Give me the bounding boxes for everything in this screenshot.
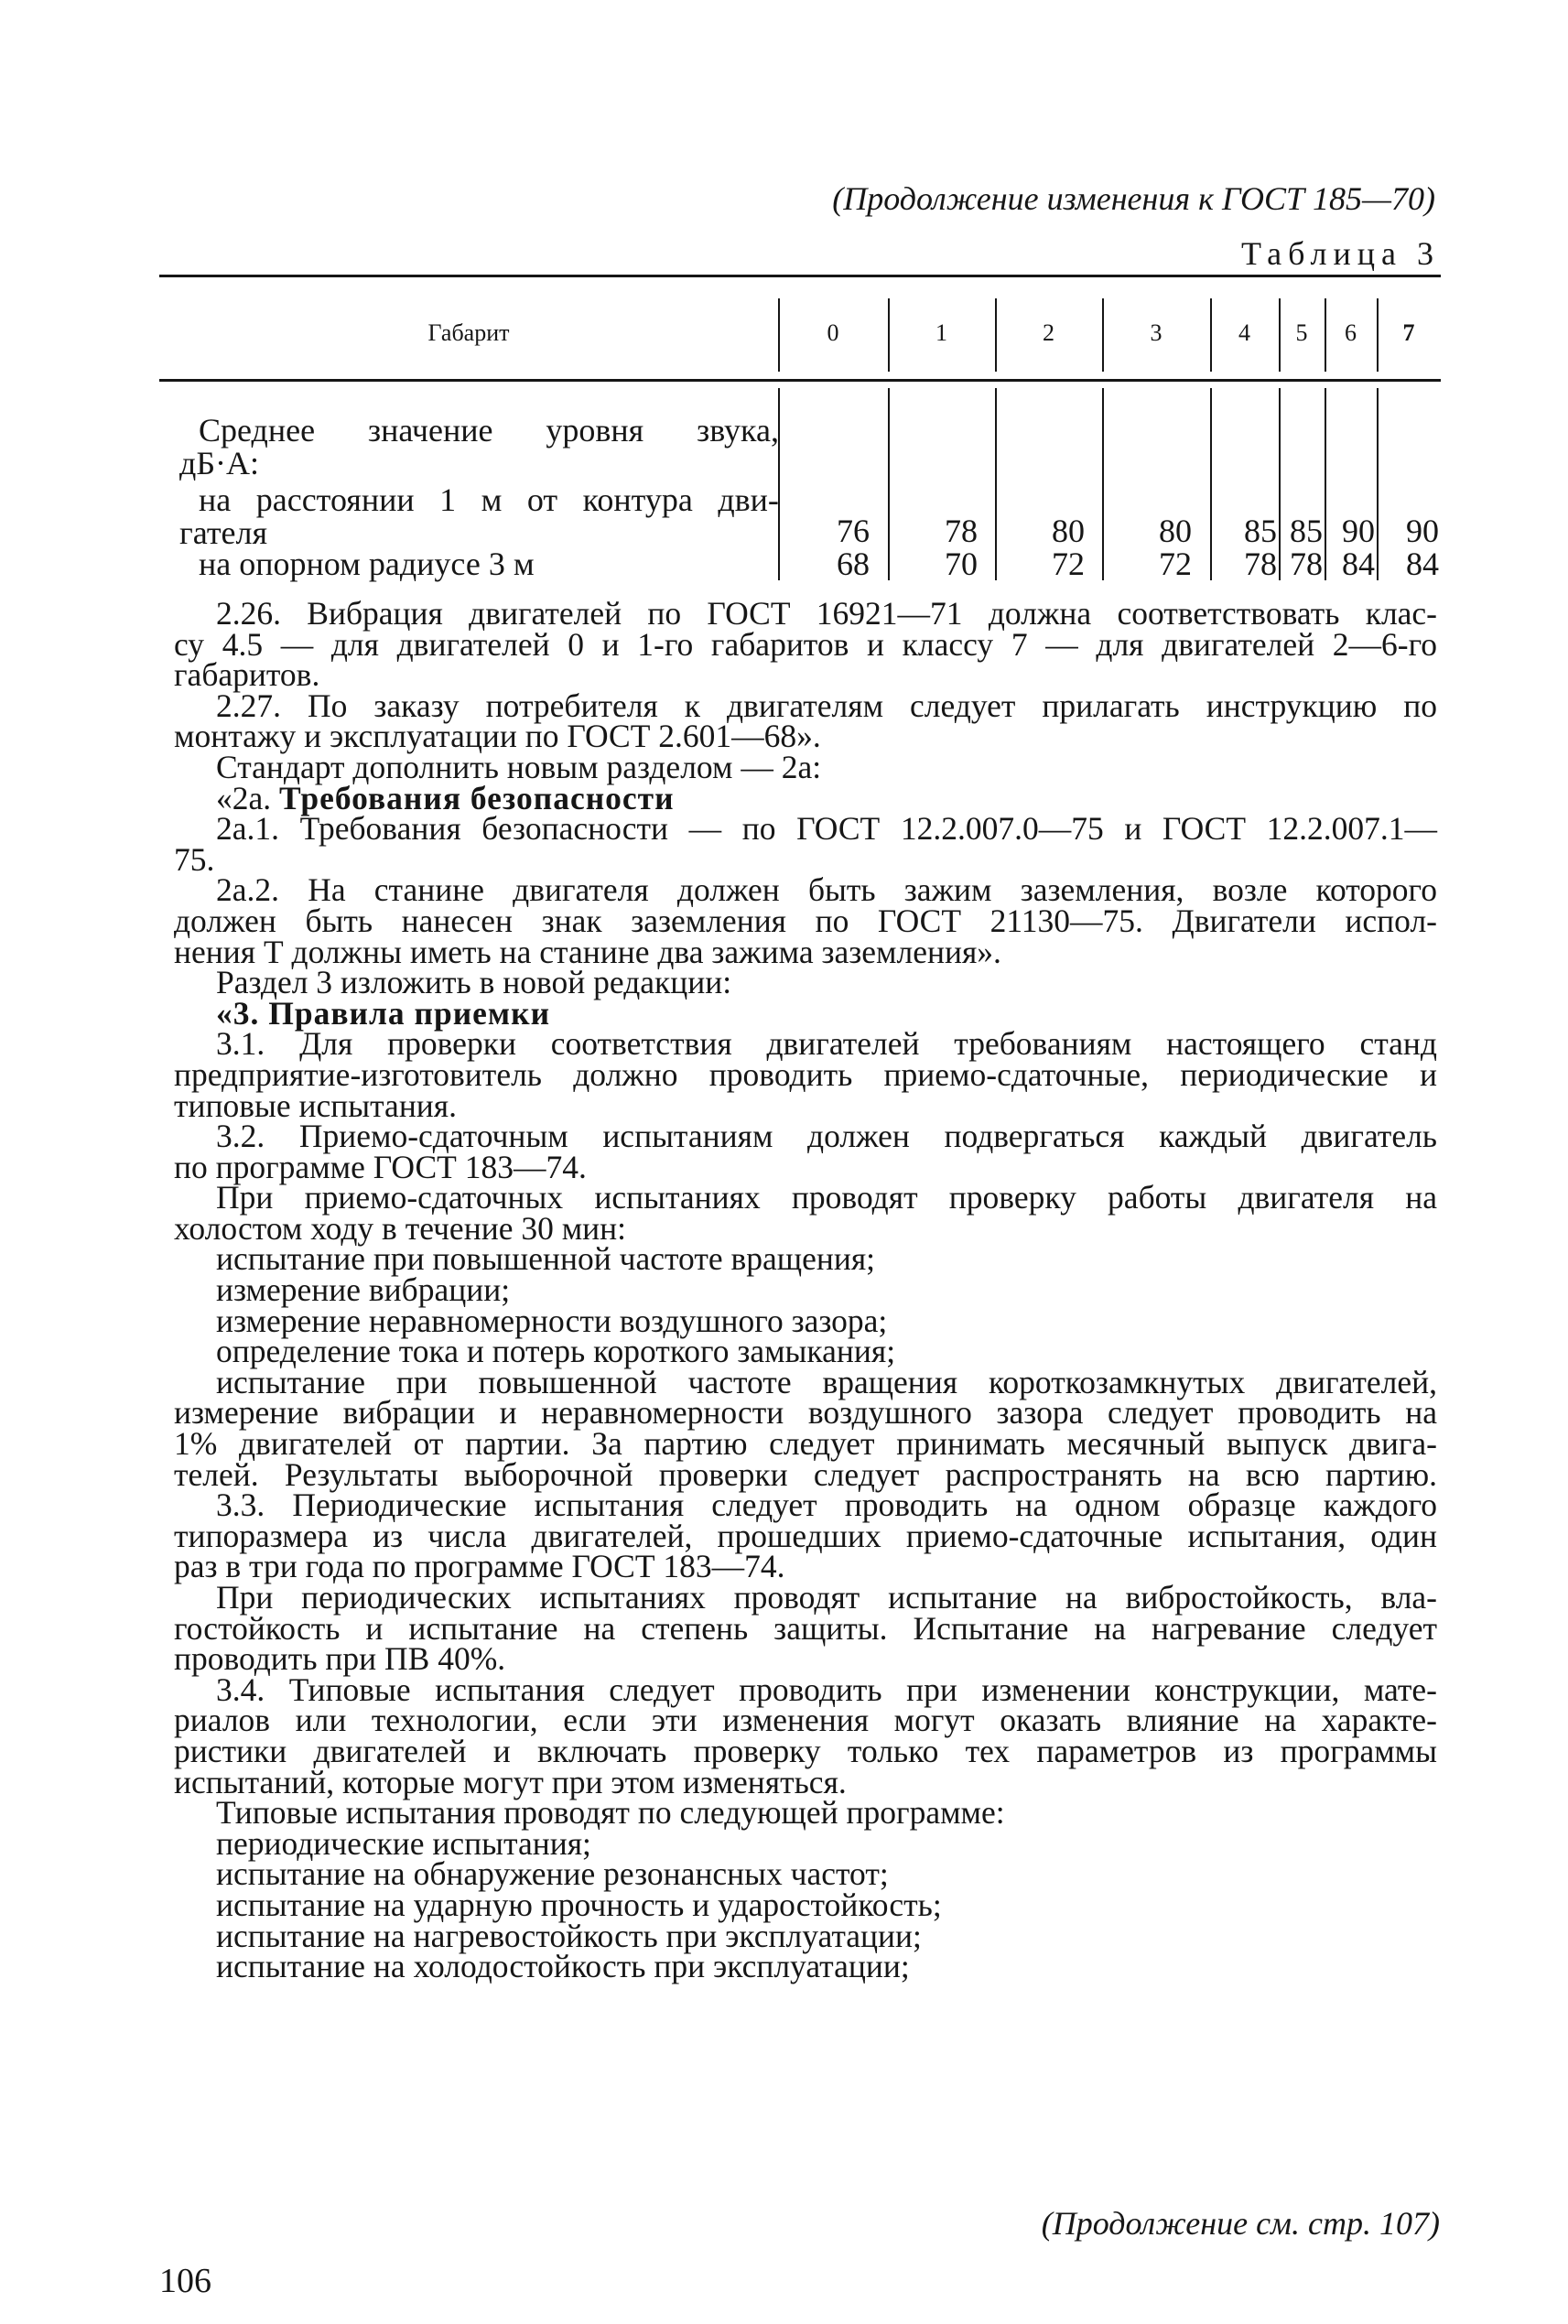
row-label-word: м [481,481,503,518]
text-line: измерение вибрации; [216,1271,511,1309]
row-label-word: дви- [718,481,779,518]
table-header-rule [159,379,1441,382]
body-text [174,595,1437,1985]
row-label-word: Среднее [199,412,316,449]
value-1m-size-2: 80 [1052,513,1085,549]
text-line: монтажу и эксплуатации по ГОСТ 2.601—68». [174,718,821,755]
text-line: ристики двигателей и включать проверку только тех параметров из программы [174,1732,1437,1769]
text-line: 3.1. Для проверки соответствия двигателей требованиям настоящего станд [216,1025,1437,1063]
value-1m-size-5: 85 [1290,513,1323,549]
text-line: испытание на ударную прочность и ударостойкость; [216,1886,942,1923]
table-top-rule [159,275,1441,277]
row-label-word: значение [367,412,493,449]
text-line: При приемо-сдаточных испытаниях проводят проверку работы двигателя на [216,1179,1437,1216]
row-label-word: на [199,481,232,518]
text-line: измерение неравномерности воздушного зазора; [216,1302,888,1339]
text-line: риалов или технологии, если эти изменения могут оказать влияние на характе- [174,1702,1437,1739]
value-1m-size-6: 90 [1342,513,1375,549]
text-line: испытание при повышенной частоте вращения; [216,1240,876,1278]
row-label-word: от [526,481,558,518]
row-label-word: контура [582,481,693,518]
continuation-header: (Продолжение изменения к ГОСТ 185—70) [832,180,1435,217]
text-line: должен быть нанесен знак заземления по ГОСТ 21130—75. Двигатели испол- [174,902,1437,939]
header-size-4: 4 [1238,319,1250,346]
text-line: испытание на обнаружение резонансных частот; [216,1855,889,1893]
text-line [174,779,1437,816]
row-label-word: 1 [439,481,457,518]
row-label-word: расстоянии [255,481,415,518]
header-size-1: 1 [935,319,947,346]
text-line: 2.26. Вибрация двигателей по ГОСТ 16921—71 должна соответствовать клас- [216,595,1437,632]
section-number: «2а. [216,779,280,816]
page-number: 106 [159,2262,211,2300]
row-label-line: гателя [179,514,268,551]
text-line: Типовые испытания проводят по следующей программе: [216,1794,1005,1832]
value-3m-size-5: 78 [1290,546,1323,582]
text-line: габаритов. [174,656,320,694]
text-line: холостом ходу в течение 30 мин: [174,1209,627,1247]
row-label-word: звука, [697,412,779,449]
text-line: испытание на нагревостойкость при эксплуатации; [216,1917,922,1954]
value-3m-size-6: 84 [1342,546,1375,582]
value-1m-size-4: 85 [1244,513,1277,549]
text-line: определение тока и потерь короткого замыкания; [216,1333,896,1370]
text-line: 2а.2. На станине двигателя должен быть зажим заземления, возле которого [216,871,1437,909]
row-label-line: на опорном радиусе 3 м [199,546,535,582]
text-line: испытаний, которые могут при этом изменяться. [174,1763,847,1800]
text-line: типовые испытания. [174,1086,458,1124]
row-label-line [199,483,779,516]
text-line: 3.4. Типовые испытания следует проводить при изменении конструкции, мате- [216,1670,1437,1708]
text-line: 75. [174,840,215,878]
value-3m-size-1: 70 [945,546,978,582]
text-line: су 4.5 — для двигателей 0 и 1-го габаритов и классу 7 — для двигателей 2—6-го [174,625,1437,663]
text-line: 2.27. По заказу потребителя к двигателям следует прилагать инструкцию по [216,686,1437,724]
header-size-7: 7 [1402,319,1415,346]
value-1m-size-0: 76 [837,513,870,549]
text-line: испытание при повышенной частоте вращения короткозамкнутых двигателей, [216,1363,1437,1400]
text-line: предприятие-изготовитель должно проводить приемо-сдаточные, периодические и [174,1055,1437,1093]
text-line: Раздел 3 изложить в новой редакции: [216,964,732,1001]
text-line: по программе ГОСТ 183—74. [174,1148,587,1185]
text-line [174,994,1437,1032]
header-size-5: 5 [1295,319,1308,346]
text-line: 3.3. Периодические испытания следует проводить на одном образце каждого [216,1486,1437,1524]
section-heading: «3. Правила приемки [216,994,551,1032]
value-3m-size-7: 84 [1406,546,1439,582]
value-1m-size-3: 80 [1159,513,1192,549]
section-heading: Требования безопасности [279,779,675,816]
text-line: 1% двигателей от партии. За партию следует принимать месячный выпуск двига- [174,1425,1437,1463]
header-size-0: 0 [827,319,839,346]
header-size-6: 6 [1345,319,1357,346]
text-line: гостойкость и испытание на степень защиты. Испытание на нагревание следует [174,1609,1437,1647]
noise-level-table [159,275,1441,584]
text-line: периодические испытания; [216,1824,591,1862]
header-gabarit: Габарит [427,319,510,346]
text-line: телей. Результаты выборочной проверки следует распространять на всю партию. [174,1455,1437,1493]
value-3m-size-3: 72 [1159,546,1192,582]
text-line: измерение вибрации и неравномерности воздушного зазора следует проводить на [174,1394,1437,1432]
text-line: 3.2. Приемо-сдаточным испытаниям должен подвергаться каждый двигатель [216,1118,1437,1155]
footer-continuation: (Продолжение см. стр. 107) [1041,2205,1440,2242]
header-size-3: 3 [1150,319,1162,346]
text-line: испытание на холодостойкость при эксплуатации; [216,1948,910,1985]
text-line: Стандарт дополнить новым разделом — 2а: [216,748,822,785]
row-label-word: уровня [546,412,644,449]
text-line: 2а.1. Требования безопасности — по ГОСТ 12.2.007.0—75 и ГОСТ 12.2.007.1— [216,810,1437,848]
text-line: нения Т должны иметь на станине два зажима заземления». [174,933,1001,970]
text-line: типоразмера из числа двигателей, прошедших приемо-сдаточные испытания, один [174,1517,1437,1554]
text-line: проводить при ПВ 40%. [174,1640,506,1678]
table-label: Таблица 3 [1241,235,1440,272]
value-3m-size-0: 68 [837,546,870,582]
value-1m-size-7: 90 [1406,513,1439,549]
text-line: При периодических испытаниях проводят испытание на вибростойкость, вла- [216,1579,1437,1616]
row-label-line [199,414,779,447]
value-3m-size-4: 78 [1244,546,1277,582]
header-size-2: 2 [1043,319,1054,346]
value-3m-size-2: 72 [1052,546,1085,582]
text-line: раз в три года по программе ГОСТ 183—74. [174,1548,785,1585]
row-label-line: дБ·А: [179,445,259,481]
value-1m-size-1: 78 [945,513,978,549]
